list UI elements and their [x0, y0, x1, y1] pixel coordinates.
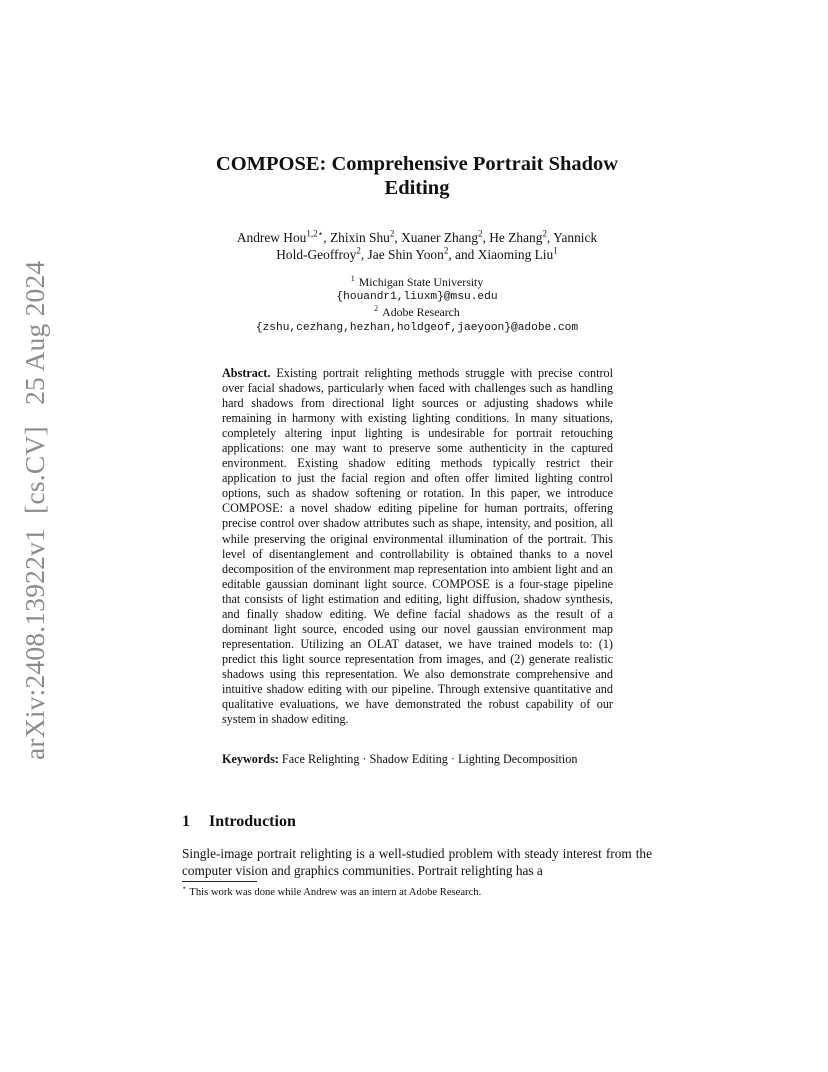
author-affil-mark: 1 [553, 245, 558, 256]
intro-paragraph: Single-image portrait relighting is a well-studied problem with steady interest from the computer vision and graphics communities. Portrait relighting has a [182, 846, 652, 878]
abstract-label: Abstract. [222, 366, 271, 380]
section-heading [182, 813, 296, 831]
author-affil-mark: 2 [389, 228, 395, 239]
abstract-text: Existing portrait relighting methods struggle with precise control over facial shadows, particularly when faced with challenges such as handling hard shadows from directional light sources or adjusting shadows while remaining in harmony with existing lighting conditions. In many situations, completely altering input lighting is undesirable for portrait retouching applications: one may want to preserve some authenticity in the captured environment. Existing shadow editing methods typically restrict their application to just the facial region and often offer limited lighting control options, such as shadow softening or rotation. In this paper, we introduce COMPOSE: a novel shadow editing pipeline for human portraits, offering precise control over shadow attributes such as shape, intensity, and position, all while preserving the original environmental illumination of the portrait. This level of disentanglement and controllability is obtained thanks to a novel decomposition of the environment map representation into ambient light and an editable gaussian dominant light source. COMPOSE is a four-stage pipeline that consists of light estimation and editing, light diffusion, shadow synthesis, and finally shadow editing. We define facial shadows as the result of a dominant light source, encoded using our novel gaussian environment map representation. Utilizing an OLAT dataset, we have trained models to: (1) predict this light source representation from images, and (2) generate realistic shadows using this representation. We also demonstrate comprehensive and intuitive shadow editing with our pipeline. Through extensive quantitative and qualitative evaluations, we have demonstrated the robust capability of our system in shadow editing. [222, 366, 613, 727]
author-affil-mark: 2 [356, 245, 361, 256]
affil-mark: 1 [350, 274, 355, 284]
footnote-text: This work was done while Andrew was an intern at Adobe Research. [189, 887, 482, 898]
affiliation-line [182, 275, 652, 290]
affil-email: {zshu,cezhang,hezhan,holdgeof,jaeyoon}@adobe.com [255, 321, 579, 334]
author-name: He Zhang [489, 230, 543, 245]
author-list: Andrew Hou$^{1,2⋆}$, Zhixin Shu$^2$, Xuaner Zhang$^2$, He Zhang$^2$, Yannick Hold-Geoffroy$^2$, Jae Shin Yoon$^2$, and Xiaoming Liu$^1$ [236, 228, 598, 262]
author-name: Yannick [553, 230, 598, 245]
abstract [222, 366, 613, 727]
paper-title: COMPOSE: Comprehensive Portrait Shadow Editing [215, 153, 619, 199]
affil-mark: 2 [374, 304, 379, 314]
affil-email: {houandr1,liuxm}@msu.edu [336, 291, 498, 304]
arxiv-category: [cs.CV] [19, 426, 50, 514]
footnote-rule [182, 881, 257, 882]
keywords-text: Face Relighting · Shadow Editing · Lighting Decomposition [281, 752, 578, 766]
author-name: Andrew Hou [236, 230, 307, 245]
author-name: Hold-Geoffroy [276, 247, 357, 262]
keywords-label: Keywords: [222, 752, 279, 766]
arxiv-id: arXiv:2408.13922v1 [19, 528, 50, 760]
footnote-mark: ⋆ [182, 884, 187, 893]
author-name: and Xiaoming Liu [455, 247, 554, 262]
author-name: Xuaner Zhang [401, 230, 479, 245]
author-affil-mark: 1,2⋆ [306, 228, 324, 239]
author-name: Zhixin Shu [329, 230, 390, 245]
author-affil-mark: 2 [443, 245, 449, 256]
affil-name: Michigan State University [358, 275, 484, 289]
affiliation-line [182, 305, 652, 320]
affil-name: Adobe Research [382, 305, 460, 320]
author-affil-mark: 2 [542, 228, 547, 239]
section-number: 1 [182, 813, 190, 830]
affiliations [182, 275, 652, 336]
section-title: Introduction [209, 813, 296, 830]
author-name: Jae Shin Yoon [367, 247, 444, 262]
footnote [182, 886, 481, 899]
arxiv-identifier-stamp [18, 260, 52, 760]
keywords [222, 752, 622, 767]
arxiv-date: 25 Aug 2024 [19, 260, 50, 405]
author-affil-mark: 2 [478, 228, 483, 239]
